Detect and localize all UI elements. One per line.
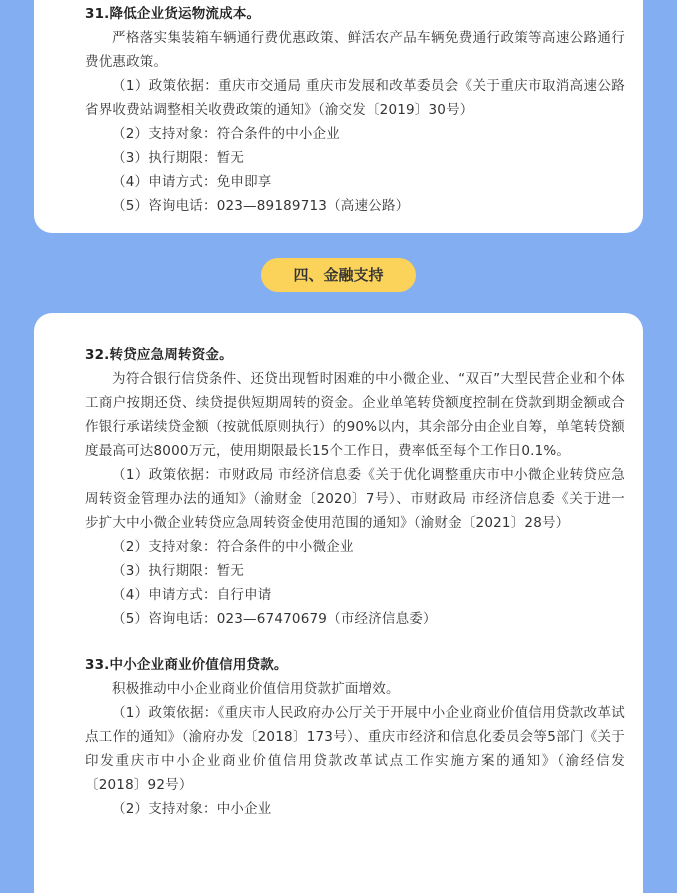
section-heading: 32.转贷应急周转资金。: [85, 347, 233, 363]
policy-basis: （1）政策依据：《重庆市人民政府办公厅关于开展中小企业商业价值信用贷款改革试点工作的通知》（渝府办发〔2018〕173号）、重庆市经济和信息化委员会等5部门《关于印发重庆市中小企业商业价值信用贷款改革试点工作实施方案的通知》（渝经信发〔2018〕92号）: [85, 705, 625, 793]
section-heading: 31.降低企业货运物流成本。: [85, 6, 261, 22]
category-title-badge: 四、金融支持: [261, 258, 416, 292]
section-intro: 为符合银行信贷条件、还贷出现暂时困难的中小微企业、“双百”大型民营企业和个体工商户按期还贷、续贷提供短期周转的资金。企业单笔转贷额度控制在贷款到期金额或合作银行承诺续贷金额（按就低原则执行）的90%以内，其余部分由企业自筹，单笔转贷额度最高可达8000万元，使用期限最长15个工作日，费率低至每个工作日0.1%。: [85, 371, 625, 459]
policy-basis: （1）政策依据：重庆市交通局 重庆市发展和改革委员会《关于重庆市取消高速公路省界收费站调整相关收费政策的通知》（渝交发〔2019〕30号）: [85, 78, 625, 118]
execution-period: （3）执行期限：暂无: [112, 563, 245, 579]
consult-phone: （5）咨询电话：023—67470679（市经济信息委）: [112, 611, 437, 627]
execution-period: （3）执行期限：暂无: [112, 150, 245, 166]
support-target: （2）支持对象：符合条件的中小微企业: [112, 539, 354, 555]
policy-card-finance: [34, 313, 643, 893]
section-heading: 33.中小企业商业价值信用贷款。: [85, 657, 288, 673]
policy-basis: （1）政策依据：市财政局 市经济信息委《关于优化调整重庆市中小微企业转贷应急周转资金管理办法的通知》（渝财金〔2020〕7号）、市财政局 市经济信息委《关于进一步扩大中小微企业转贷应急周转资金使用范围的通知》（渝财金〔2021〕28号）: [85, 467, 625, 531]
policy-card-31: [34, 0, 643, 233]
support-target: （2）支持对象：中小企业: [112, 801, 272, 817]
consult-phone: （5）咨询电话：023—89189713（高速公路）: [112, 198, 410, 214]
section-intro: 积极推动中小企业商业价值信用贷款扩面增效。: [112, 681, 400, 697]
support-target: （2）支持对象：符合条件的中小企业: [112, 126, 340, 142]
section-intro: 严格落实集装箱车辆通行费优惠政策、鲜活农产品车辆免费通行政策等高速公路通行费优惠政策。: [85, 30, 625, 70]
application-method: （4）申请方式：免申即享: [112, 174, 272, 190]
application-method: （4）申请方式：自行申请: [112, 587, 272, 603]
